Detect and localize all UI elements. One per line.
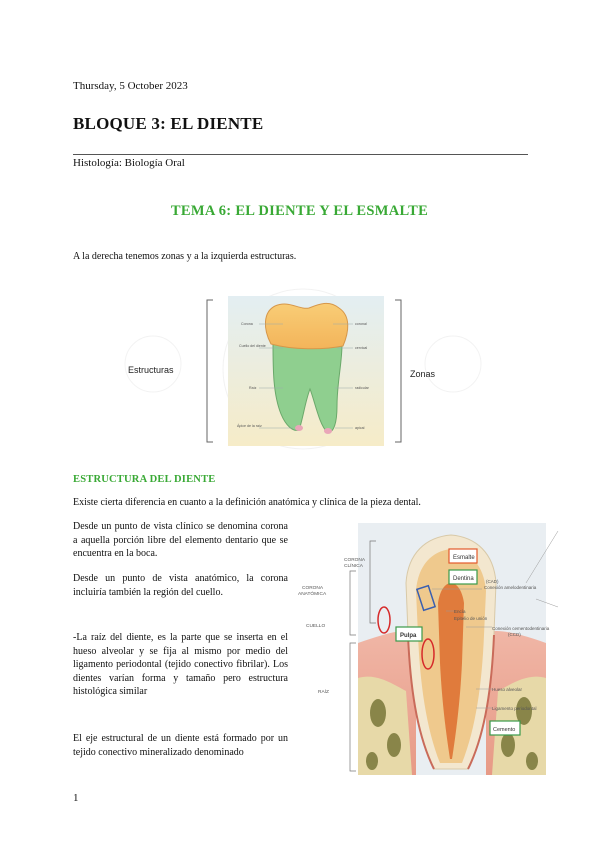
section-lead: Existe cierta diferencia en cuanto a la definición anatómica y clínica de la pieza dental. <box>73 497 421 508</box>
page-number: 1 <box>73 792 79 804</box>
section-heading: ESTRUCTURA DEL DIENTE <box>73 474 216 485</box>
label-encia: Encía <box>454 609 466 614</box>
label-raiz: Raíz <box>249 386 257 390</box>
label-hueso-alveolar: Hueso alveolar <box>492 687 523 692</box>
tooth-zones-figure <box>113 284 493 454</box>
label-corona-clinica-2: CLÍNICA <box>344 564 363 569</box>
label-radicular: radicular <box>355 386 369 390</box>
label-esmalte: Esmalte <box>453 555 475 561</box>
label-ligamento-periodontal: Ligamento periodontal <box>492 706 537 711</box>
label-ccd: (CCD) <box>508 632 521 637</box>
intro-text: A la derecha tenemos zonas y a la izquierda estructuras. <box>73 251 297 262</box>
label-coronal: coronal <box>355 322 367 326</box>
document-date: Thursday, 5 October 2023 <box>73 80 188 92</box>
label-corona-clinica-1: CORONA <box>344 558 366 563</box>
root-apex-right <box>324 428 332 434</box>
label-raiz: RAÍZ <box>318 690 329 695</box>
label-cemento: Cemento <box>493 727 516 733</box>
paragraph-anatomical: Desde un punto de vista anatómico, la corona incluiría también la región del cuello. <box>73 573 288 598</box>
paragraph-root: -La raíz del diente, es la parte que se inserta en el hueso alveolar y se fija al mismo por medio del ligamento periodontal (tejido conectivo fibrilar). Los dientes varían forma y tamaño pero estructura histológica similar <box>73 632 288 698</box>
title-divider <box>73 154 528 155</box>
document-title: BLOQUE 3: EL DIENTE <box>73 114 264 133</box>
root-apex-left <box>295 425 303 431</box>
label-epitelio-union: Epitelio de unión <box>454 616 488 621</box>
tooth-crown <box>265 303 347 348</box>
label-pulpa: Pulpa <box>400 633 417 639</box>
label-zonas: Zonas <box>410 369 436 379</box>
label-cuello: Cuello del diente <box>239 344 266 348</box>
label-corona-anatomica-1: CORONA <box>302 586 324 591</box>
label-conexion-cementodentinaria: Conexión cementodentinaria <box>492 626 550 631</box>
tooth-structure-figure <box>296 523 599 775</box>
paragraph-clinical: Desde un punto de vista clínico se denomina corona a aquella porción libre del elemento dentario que se encuentra en la boca. <box>73 521 288 560</box>
right-bracket <box>395 300 401 442</box>
label-corona-anatomica-2: ANATÓMICA <box>298 592 327 597</box>
label-apical: apical <box>355 426 365 430</box>
topic-title: TEMA 6: EL DIENTE Y EL ESMALTE <box>170 203 429 219</box>
label-dentina: Dentina <box>453 576 474 582</box>
label-cad: (CAD) <box>486 579 499 584</box>
label-apice: Ápice de la raíz <box>237 424 262 428</box>
label-cervical: cervical <box>355 346 368 350</box>
paragraph-axis: El eje estructural de un diente está formado por un tejido conectivo mineralizado denominado <box>73 733 288 758</box>
left-bracket <box>207 300 213 442</box>
label-cuello: CUELLO <box>306 624 326 629</box>
label-conexion-amelodentinaria: Conexión amelodentinaria <box>484 585 537 590</box>
label-corona: Corona <box>241 322 253 326</box>
document-subtitle: Histología: Biología Oral <box>73 157 185 169</box>
label-estructuras: Estructuras <box>128 365 174 375</box>
